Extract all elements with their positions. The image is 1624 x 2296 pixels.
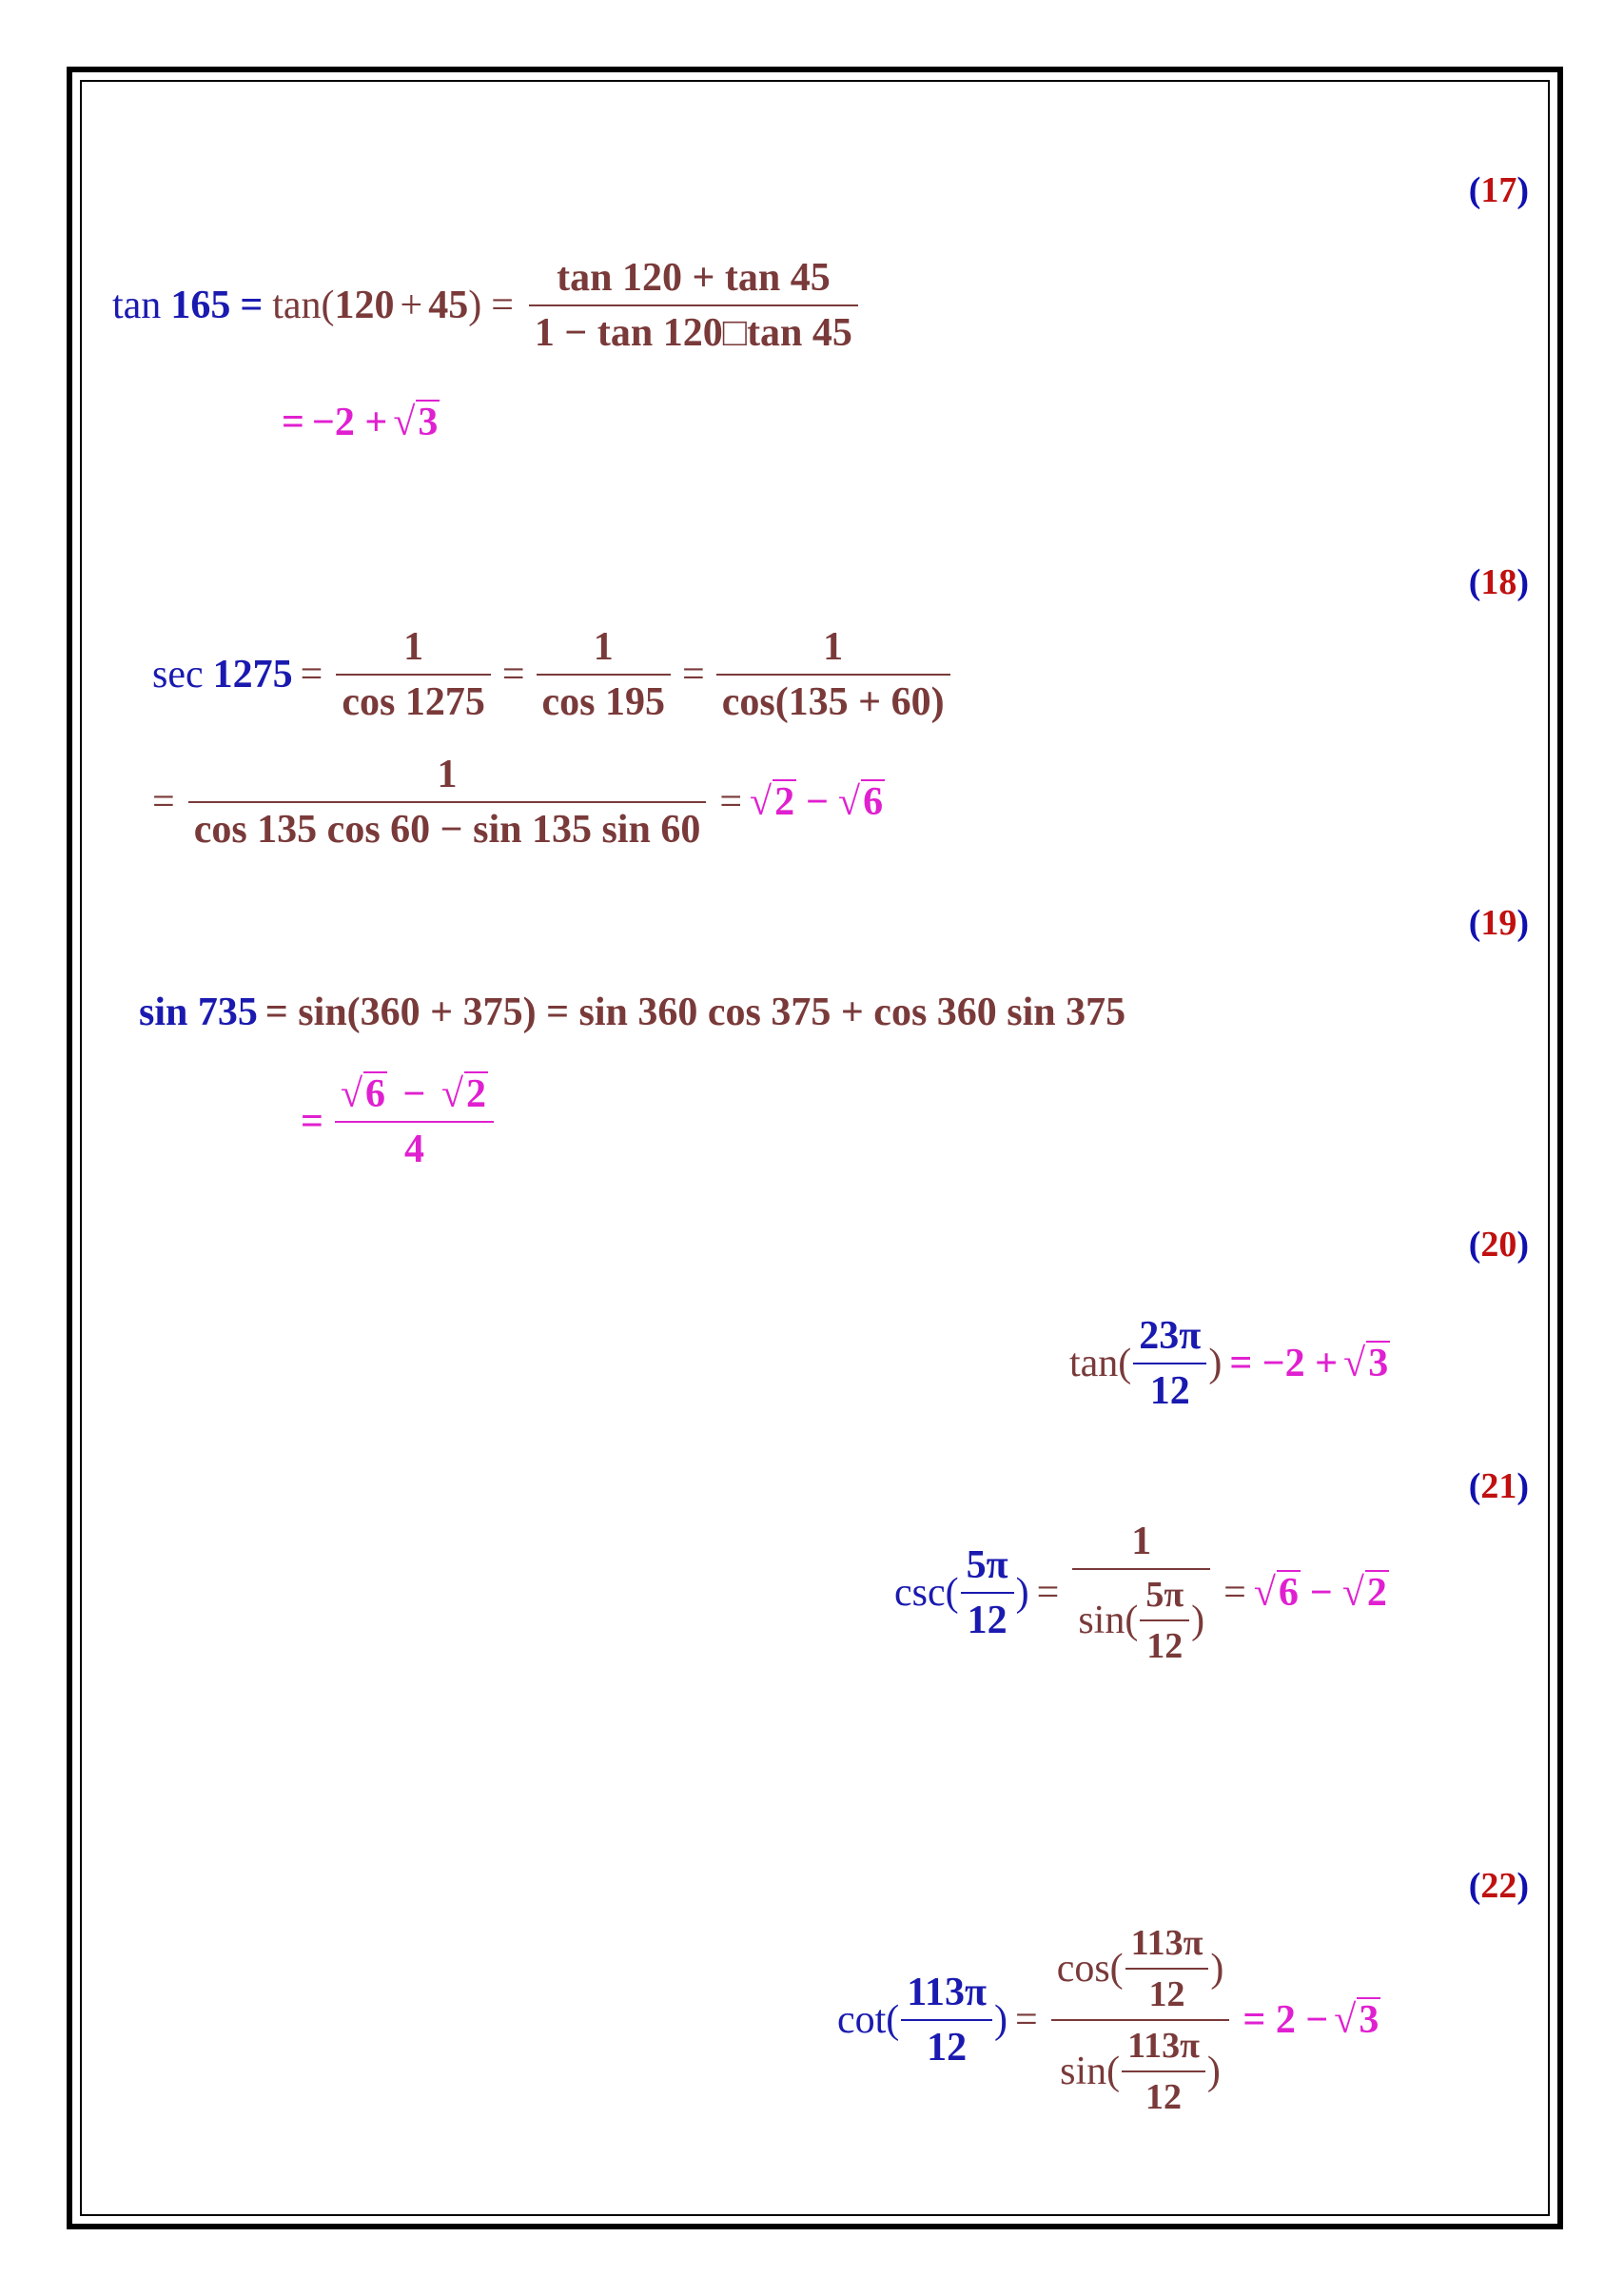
result-term: −2 + (311, 401, 388, 444)
radicand: 3 (1368, 1342, 1389, 1385)
inner-fraction (1125, 1922, 1209, 2015)
fraction-3 (716, 624, 950, 725)
inner-fraction (1140, 1574, 1189, 1667)
argument-fraction (961, 1542, 1014, 1643)
numerator: 113π (1130, 1923, 1203, 1963)
denominator: 12 (1149, 1369, 1190, 1413)
tan-sum-fraction (529, 255, 858, 356)
problem-number-value: 18 (1480, 562, 1517, 602)
sqrt-3: √ 3 (1343, 1342, 1389, 1385)
problem-number-22: (22) (1468, 1866, 1529, 1906)
fraction-denominator: 1 − tan 120□tan 45 (534, 311, 852, 355)
numerator: 5π (1145, 1575, 1184, 1615)
sqrt-3: √ 3 (1334, 1998, 1379, 2042)
equation-17-line-1: tan 165 = tan( 120 + 45 ) = $\frac{\tan 120 + \tan 45}{1 - \tan 120□\tan 45}$ (112, 255, 864, 356)
sin-close: ) (1206, 2050, 1221, 2093)
denominator: cos 135 cos 60 − sin 135 sin 60 (193, 808, 701, 852)
radicand: 3 (1359, 1998, 1379, 2042)
radicand: 3 (418, 401, 439, 444)
sin-open: sin( (1078, 1599, 1139, 1642)
plus-sign: + (400, 284, 423, 327)
result-fraction (335, 1071, 494, 1172)
fraction-4 (188, 752, 707, 853)
radicand: 6 (863, 780, 884, 824)
argument-fraction (901, 1970, 992, 2070)
equation-21: csc( $\frac{5\pi}{12}$ ) = 1 sin( $\frac{5\pi}{12}$ ) = √ 6 − √ 2 (894, 1520, 1387, 1666)
fraction-2 (537, 624, 672, 725)
problem-number-value: 17 (1480, 170, 1517, 210)
problem-number-21: (21) (1468, 1466, 1529, 1506)
sqrt-6: √ 6 (838, 780, 884, 824)
minus-sign: − (806, 780, 830, 824)
fraction-numerator: tan 120 + tan 45 (557, 256, 831, 300)
problem-number-value: 21 (1480, 1466, 1517, 1506)
cot-close: ) (994, 1998, 1008, 2042)
equation-18-line-2: = $\frac{1}{\cos 135 \cos 60 - \sin 135 \sin 60}$ = √ 2 − √ 6 (152, 753, 884, 852)
csc-close: ) (1015, 1571, 1029, 1615)
equation-22: cot( $\frac{113\pi}{12}$ ) = cos( $\frac{113\pi}{12}$ ) sin( $\frac{113\pi}{12}$ ) = 2 − √ 3 (837, 1923, 1379, 2117)
sqrt-3: √ 3 (393, 401, 439, 444)
reciprocal-fraction (1072, 1519, 1210, 1667)
sqrt-2: √ 2 (750, 780, 795, 824)
denominator: cos(135 + 60) (721, 680, 945, 724)
angle-a: 120 (334, 284, 395, 327)
denominator: 12 (1148, 1974, 1185, 2014)
numerator: 113π (907, 1971, 987, 2014)
cos-close: ) (1210, 1947, 1224, 1991)
equation-19-line-1 (139, 990, 1125, 1035)
numerator (1051, 1922, 1230, 2019)
problem-number-20: (20) (1468, 1225, 1529, 1265)
radicand: 2 (466, 1072, 486, 1116)
result-term: = −2 + (1229, 1342, 1339, 1385)
sqrt-2: √ 2 (1341, 1571, 1387, 1615)
result-denominator: 4 (403, 1128, 424, 1171)
numerator: 23π (1139, 1314, 1202, 1358)
problem-number-value: 19 (1480, 903, 1517, 943)
csc-open: csc( (894, 1571, 959, 1615)
fraction-1 (336, 624, 491, 725)
result-numerator: √ 6 − √ 2 (340, 1072, 486, 1116)
rhs-expansion: = sin(360 + 375) = sin 360 cos 375 + cos 360 sin 375 (264, 991, 1126, 1034)
sin-close: ) (1191, 1599, 1205, 1642)
numerator: 1 (437, 753, 458, 796)
lhs-argument: 165 (170, 284, 231, 327)
radicand: 2 (1366, 1571, 1387, 1615)
tan-close: ) (468, 284, 482, 327)
equation-18-line-1: sec 1275 = $\frac{1}{\cos 1275}$ = $\frac{1}{\cos 195}$ = $\frac{1}{\cos(135 + 60)}$ (152, 624, 956, 725)
numerator: 1 (823, 625, 844, 669)
tan-close: ) (1208, 1342, 1223, 1385)
tan-open: tan( (272, 284, 335, 327)
argument-fraction (1133, 1313, 1206, 1414)
denominator: cos 195 (541, 680, 666, 724)
numerator: 1 (403, 625, 424, 669)
radicand: 6 (365, 1072, 385, 1116)
radicand: 6 (1278, 1571, 1299, 1615)
denominator: cos 1275 (342, 680, 485, 724)
equation-20 (1069, 1313, 1390, 1414)
equation-17-result: = −2 + √ 3 (282, 401, 439, 444)
cot-open: cot( (837, 1998, 900, 2042)
problem-number-value: 20 (1480, 1225, 1517, 1265)
cos-over-sin-fraction (1051, 1922, 1230, 2118)
equals-sign: = (240, 284, 264, 327)
denominator: 12 (1146, 1626, 1184, 1666)
problem-number-value: 22 (1480, 1866, 1517, 1906)
sin-open: sin( (1060, 2050, 1121, 2093)
angle-b: 45 (428, 284, 469, 327)
lhs-expression: sin 735 (139, 991, 258, 1034)
denominator: 12 (927, 2026, 968, 2070)
inner-fraction (1122, 2025, 1205, 2118)
denominator: 12 (967, 1599, 1008, 1642)
lhs-function: sec (152, 653, 204, 697)
problem-number-17: (17) (1468, 170, 1529, 210)
numerator: 1 (1131, 1520, 1152, 1563)
lhs-function: tan (112, 284, 162, 327)
tan-open: tan( (1069, 1342, 1132, 1385)
minus-sign: − (1309, 1571, 1333, 1615)
numerator: 5π (966, 1543, 1008, 1587)
result-term: = 2 − (1242, 1998, 1329, 2042)
sqrt-6: √ 6 (1253, 1571, 1299, 1615)
numerator: 1 (593, 625, 614, 669)
equation-19-result: = √ 6 − √ 2 4 (301, 1071, 499, 1172)
denominator (1072, 1570, 1210, 1667)
minus-sign: − (402, 1072, 426, 1116)
problem-number-19: (19) (1468, 903, 1529, 943)
radicand: 2 (774, 780, 795, 824)
denominator: 12 (1145, 2077, 1183, 2117)
problem-number-18: (18) (1468, 562, 1529, 602)
lhs-argument: 1275 (212, 653, 293, 697)
denominator (1054, 2021, 1226, 2118)
cos-open: cos( (1056, 1947, 1124, 1991)
numerator: 113π (1127, 2026, 1200, 2066)
